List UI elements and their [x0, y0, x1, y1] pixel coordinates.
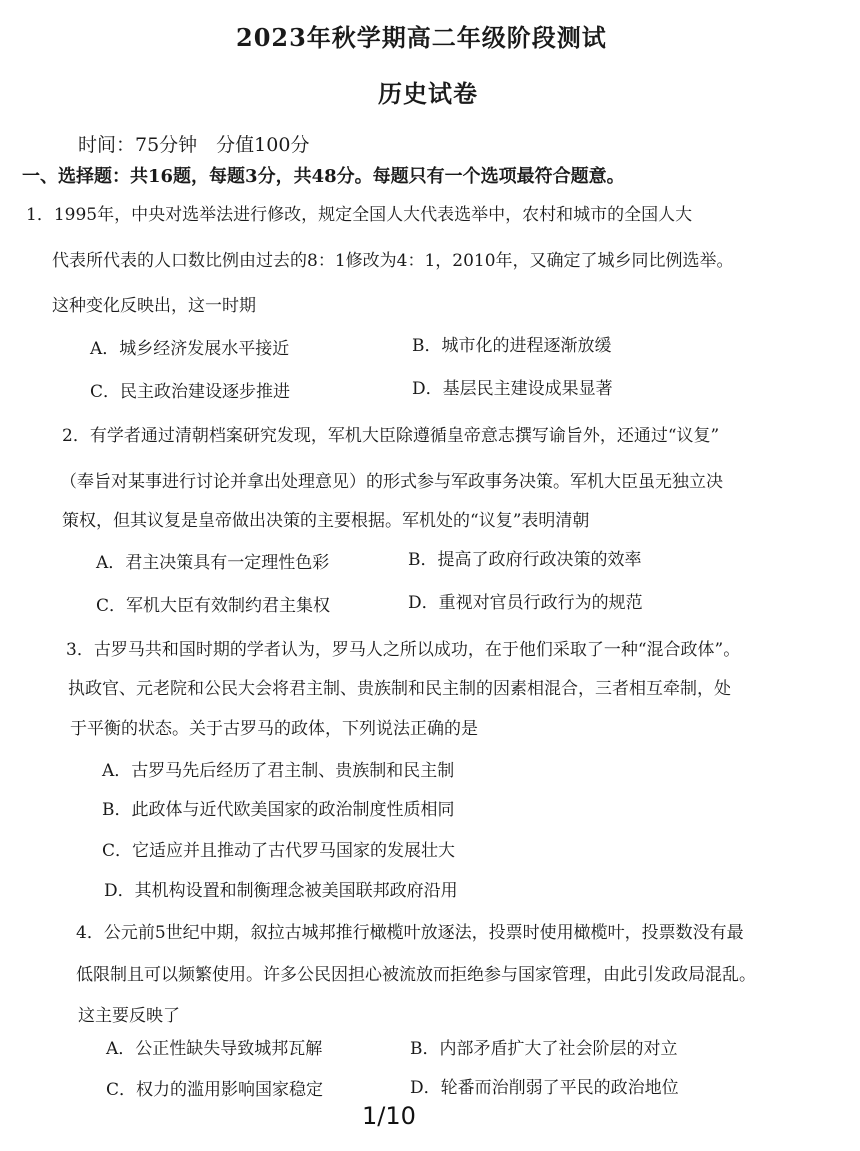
exam-subtitle: 历史试卷 [378, 79, 478, 108]
question-1-line-2: 代表所代表的人口数比例由过去的8：1修改为4：1，2010年，又确定了城乡同比例选举。 [52, 251, 734, 271]
question-4-line-3: 这主要反映了 [78, 1006, 180, 1026]
question-3-option-c[interactable]: C．它适应并且推动了古代罗马国家的发展壮大 [102, 841, 456, 861]
question-4-option-b[interactable]: B．内部矛盾扩大了社会阶层的对立 [410, 1039, 678, 1059]
question-4-option-a[interactable]: A．公正性缺失导致城邦瓦解 [106, 1039, 323, 1059]
question-1-line-1: 1．1995年，中央对选举法进行修改，规定全国人大代表选举中，农村和城市的全国人大 [26, 205, 693, 225]
question-1-option-d[interactable]: D．基层民主建设成果显著 [412, 379, 613, 399]
time-score-info: 时间：75分钟 分值100分 [78, 134, 310, 156]
question-1-option-b[interactable]: B．城市化的进程逐渐放缓 [412, 336, 612, 356]
question-2-line-3: 策权，但其议复是皇帝做出决策的主要根据。军机处的“议复”表明清朝 [62, 511, 590, 531]
question-4-line-1: 4．公元前5世纪中期，叙拉古城邦推行橄榄叶放逐法，投票时使用橄榄叶，投票数没有最 [76, 923, 744, 943]
page-indicator: 1/10 [362, 1102, 416, 1130]
question-4-option-c[interactable]: C．权力的滥用影响国家稳定 [106, 1080, 324, 1100]
question-3-line-2: 执政官、元老院和公民大会将君主制、贵族制和民主制的因素相混合，三者相互牵制，处 [68, 679, 731, 699]
question-2-line-2: （奉旨对某事进行讨论并拿出处理意见）的形式参与军政事务决策。军机大臣虽无独立决 [60, 472, 723, 492]
question-3-line-1: 3．古罗马共和国时期的学者认为，罗马人之所以成功，在于他们采取了一种“混合政体”。 [66, 640, 741, 660]
question-4-line-2: 低限制且可以频繁使用。许多公民因担心被流放而拒绝参与国家管理，由此引发政局混乱。 [76, 965, 756, 985]
question-3-line-3: 于平衡的状态。关于古罗马的政体，下列说法正确的是 [70, 719, 478, 739]
question-2-option-b[interactable]: B．提高了政府行政决策的效率 [408, 550, 642, 570]
question-3-option-a[interactable]: A．古罗马先后经历了君主制、贵族制和民主制 [102, 761, 455, 781]
question-2-line-1: 2．有学者通过清朝档案研究发现，军机大臣除遵循皇帝意志撰写谕旨外，还通过“议复” [62, 426, 720, 446]
section-instruction: 一、选择题：共16题，每题3分，共48分。每题只有一个选项最符合题意。 [22, 166, 625, 187]
question-2-option-d[interactable]: D．重视对官员行政行为的规范 [408, 593, 643, 613]
question-2-option-c[interactable]: C．军机大臣有效制约君主集权 [96, 596, 331, 616]
question-1-line-3: 这种变化反映出，这一时期 [52, 296, 256, 316]
question-1-option-c[interactable]: C．民主政治建设逐步推进 [90, 382, 291, 402]
question-4-option-d[interactable]: D．轮番而治削弱了平民的政治地位 [410, 1078, 679, 1098]
exam-title: 2023年秋学期高二年级阶段测试 [236, 23, 607, 52]
question-2-option-a[interactable]: A．君主决策具有一定理性色彩 [96, 553, 330, 573]
question-1-option-a[interactable]: A．城乡经济发展水平接近 [90, 339, 290, 359]
question-3-option-d[interactable]: D．其机构设置和制衡理念被美国联邦政府沿用 [104, 881, 458, 901]
question-3-option-b[interactable]: B．此政体与近代欧美国家的政治制度性质相同 [102, 800, 455, 820]
